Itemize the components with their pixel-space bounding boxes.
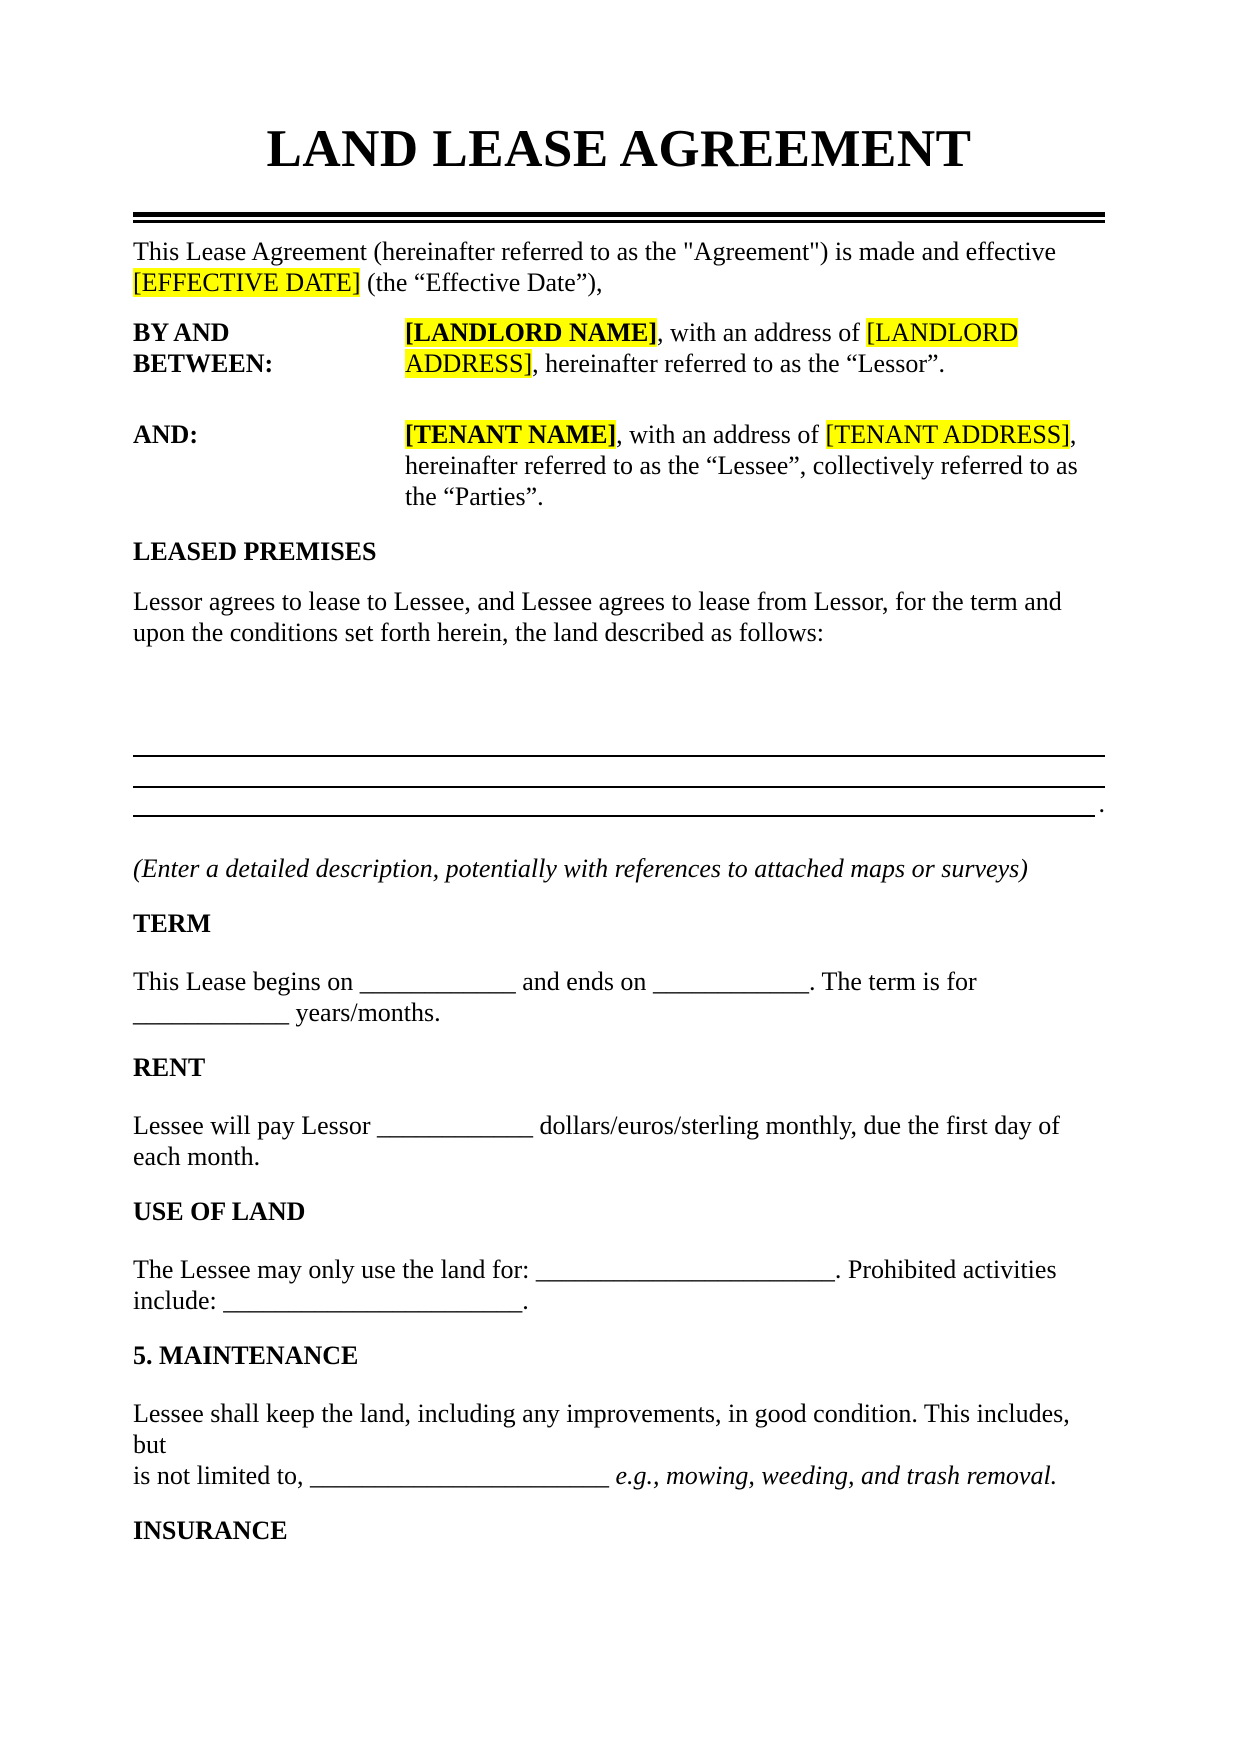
tenant-clause-comma: , (1069, 420, 1077, 449)
document-title: LAND LEASE AGREEMENT (266, 120, 972, 178)
description-fill-line-1[interactable] (133, 726, 1105, 757)
leased-premises-line2: upon the conditions set forth herein, the land described as follows: (133, 618, 825, 647)
term-text-3: . The term is for (808, 967, 977, 996)
term-text-4: years/months. (289, 998, 441, 1027)
use-text-1: The Lessee may only use the land for: (133, 1255, 536, 1284)
description-fill-line-2[interactable] (133, 757, 1105, 788)
tenant-clause-line3: the “Parties”. (405, 482, 544, 511)
use-text-2: . Prohibited activities (834, 1255, 1057, 1284)
use-of-land-paragraph (133, 1254, 1105, 1316)
tenant-name-placeholder[interactable]: [TENANT NAME] (405, 420, 617, 449)
tenant-address-placeholder[interactable]: [TENANT ADDRESS] (825, 420, 1070, 449)
rent-text-1: Lessee will pay Lessor (133, 1111, 378, 1140)
use-prohibited-blank[interactable]: _______________________ (223, 1286, 523, 1315)
section-heading-rent: RENT (133, 1053, 206, 1082)
landlord-clause (405, 317, 1105, 379)
intro-text-line2: (the “Effective Date”), (360, 268, 603, 297)
land-description-fill-area (133, 726, 1105, 817)
term-end-date-blank[interactable]: ____________ (652, 967, 809, 996)
term-text-2: and ends on (515, 967, 653, 996)
maintenance-duties-blank[interactable]: _______________________ (309, 1461, 609, 1490)
use-text-3: include: (133, 1286, 224, 1315)
rent-paragraph (133, 1110, 1105, 1172)
tenant-clause (405, 419, 1105, 512)
by-and-between-label: BY AND BETWEEN: (133, 318, 274, 378)
term-start-date-blank[interactable]: ____________ (359, 967, 516, 996)
maintenance-paragraph (133, 1398, 1105, 1491)
tenant-clause-line2: hereinafter referred to as the “Lessee”, collectively referred to as (405, 451, 1078, 480)
intro-text-line1: This Lease Agreement (hereinafter referred to as the "Agreement") is made and effective (133, 237, 1057, 266)
maintenance-example-text: e.g., mowing, weeding, and trash removal. (608, 1461, 1058, 1490)
term-paragraph (133, 966, 1105, 1028)
term-text-1: This Lease begins on (133, 967, 360, 996)
landlord-name-placeholder[interactable]: [LANDLORD NAME] (405, 318, 658, 347)
description-fill-line-3[interactable] (133, 788, 1105, 817)
leased-premises-line1: Lessor agrees to lease to Lessee, and Lessee agrees to lease from Lessor, for the term and (133, 587, 1062, 616)
section-heading-maintenance: 5. MAINTENANCE (133, 1341, 359, 1370)
intro-paragraph (133, 236, 1105, 298)
rent-text-2: dollars/euros/sterling monthly, due the first day of (533, 1111, 1060, 1140)
effective-date-placeholder[interactable]: [EFFECTIVE DATE] (133, 268, 361, 297)
use-permitted-blank[interactable]: _______________________ (535, 1255, 835, 1284)
landlord-clause-tail: , hereinafter referred to as the “Lessor”. (532, 349, 946, 378)
maintenance-text-2: is not limited to, (133, 1461, 310, 1490)
section-heading-use-of-land: USE OF LAND (133, 1197, 306, 1226)
party-row-landlord (133, 317, 1105, 379)
and-label: AND: (133, 420, 198, 449)
description-fill-line-3-rule[interactable] (133, 788, 1095, 817)
rent-text-3: each month. (133, 1142, 261, 1171)
maintenance-text-1: Lessee shall keep the land, including any improvements, in good condition. This includes, but (133, 1399, 1070, 1459)
title-divider (133, 212, 1105, 223)
use-text-4: . (522, 1286, 529, 1315)
landlord-clause-middle: , with an address of (657, 318, 867, 347)
landlord-address-placeholder-cont[interactable]: ADDRESS] (405, 349, 533, 378)
section-heading-insurance: INSURANCE (133, 1516, 288, 1545)
description-note: (Enter a detailed description, potentially with references to attached maps or surveys) (133, 854, 1028, 883)
landlord-address-placeholder[interactable]: [LANDLORD (866, 318, 1019, 347)
party-row-tenant (133, 419, 1105, 512)
leased-premises-paragraph (133, 586, 1105, 648)
section-heading-term: TERM (133, 909, 211, 938)
term-duration-blank[interactable]: ____________ (133, 998, 289, 1027)
section-heading-leased-premises: LEASED PREMISES (133, 537, 377, 566)
description-trailing-period: . (1098, 789, 1105, 818)
rent-amount-blank[interactable]: ____________ (377, 1111, 534, 1140)
tenant-clause-middle: , with an address of (616, 420, 826, 449)
